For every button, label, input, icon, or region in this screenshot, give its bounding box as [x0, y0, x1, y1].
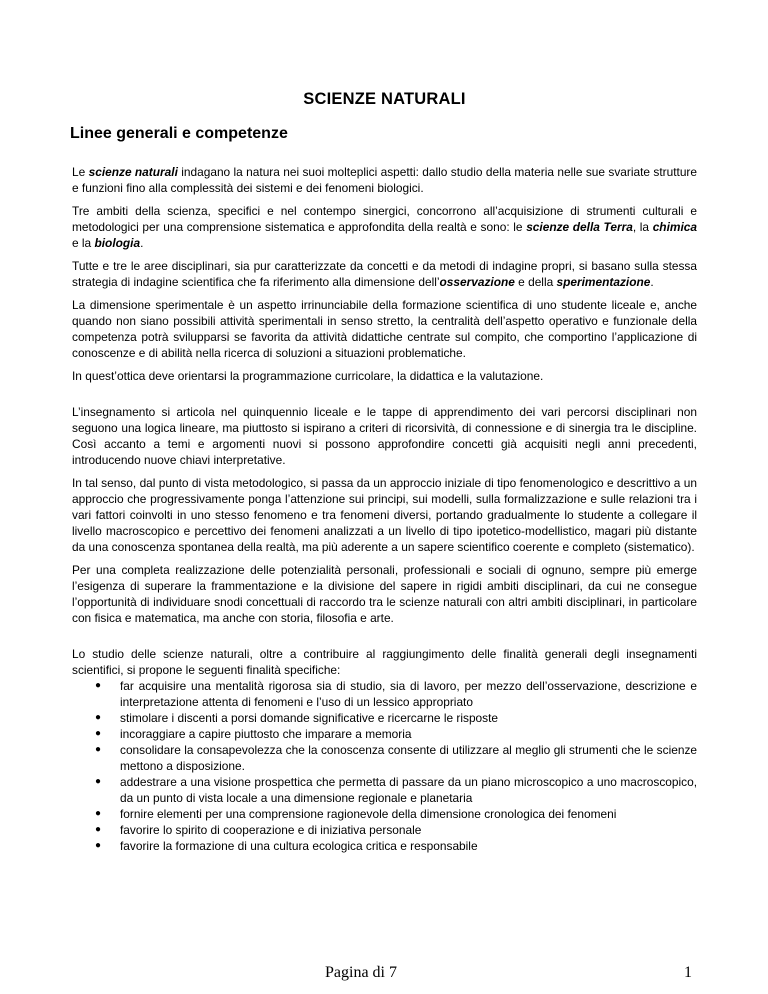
emphasis-term: scienze naturali: [88, 165, 178, 179]
paragraph-metodologia: In tal senso, dal punto di vista metodologico, si passa da un approccio iniziale di tipo fenomenologico e descrittivo a un approccio che progressivamente ponga l’attenzione sui principi, sui modelli, sulla formalizzazione e sulle relazioni tra i vari fattori coinvolti in uno stesso fenomeno e tra fenomeni diversi, portando gradualmente lo studente a collegare il livello macroscopico e percettivo dei fenomeni analizzati a un livello di tipo ipotetico-modellistico, magari più distante da una conoscenza spontanea della realtà, ma più aderente a un sapere scientifico coerente e completo (sistematico).: [72, 476, 697, 554]
page-label: Pagina di 7: [325, 964, 397, 981]
emphasis-term: chimica: [652, 220, 697, 234]
list-item: ● incoraggiare a capire piuttosto che imparare a memoria: [95, 727, 412, 741]
paragraph-sperimentale: La dimensione sperimentale è un aspetto irrinunciabile della formazione scientifica di uno studente liceale e, anche quando non siano possibili attività sperimentali in senso stretto, la centralità dell’aspetto operativo e funzionale della competenza potrà svilupparsi se favorita da attività didattiche centrate sul compito, che comportino l’applicazione di conoscenze e di abilità nella ricerca di soluzioni a situazioni problematiche.: [72, 298, 697, 360]
bullet-icon: ●: [95, 728, 102, 739]
paragraph-finalita: Lo studio delle scienze naturali, oltre a contribuire al raggiungimento delle finalità generali degli insegnamenti scientifici, si propone le seguenti finalità specifiche:: [72, 647, 697, 677]
bullet-icon: ●: [95, 712, 102, 723]
paragraph-ottica: In quest’ottica deve orientarsi la programmazione curricolare, la didattica e la valutazione.: [72, 369, 544, 383]
emphasis-term: scienze della Terra: [526, 220, 633, 234]
list-item: ● favorire lo spirito di cooperazione e di iniziativa personale: [95, 823, 422, 837]
list-item: ● addestrare a una visione prospettica che permetta di passare da un piano microscopico a uno macroscopico, da un punto di vista locale a una dimensione regionale e planetaria: [95, 775, 697, 805]
list-item: ● favorire la formazione di una cultura ecologica critica e responsabile: [95, 839, 478, 853]
list-item: ● far acquisire una mentalità rigorosa sia di studio, sia di lavoro, per mezzo dell’osservazione, descrizione e interpretazione attenta di fenomeni e l’uso di un lessico appropriato: [95, 679, 697, 709]
bullet-icon: ●: [95, 808, 102, 819]
emphasis-term: biologia: [94, 236, 141, 250]
bullet-icon: ●: [95, 680, 102, 691]
page-title: SCIENZE NATURALI: [303, 90, 466, 108]
document-body: [72, 164, 697, 854]
list-item: ● fornire elementi per una comprensione ragionevole della dimensione cronologica dei fenomeni: [95, 807, 617, 821]
paragraph-intro: Le scienze naturali indagano la natura nei suoi molteplici aspetti: dallo studio della materia nelle sue svariate strutture e funzioni fino alla complessità dei sistemi e dei fenomeni biologici.: [72, 165, 697, 195]
paragraph-potenzialita: Per una completa realizzazione delle potenzialità personali, professionali e sociali di ognuno, sempre più emerge l’esigenza di superare la frammentazione e la divisione del sapere in rigidi ambiti disciplinari, da cui ne consegue l’opportunità di individuare snodi concettuali di raccordo tra le scienze naturali con altri ambiti disciplinari, in particolare con fisica e matematica, ma anche con storia, filosofia e arte.: [72, 563, 697, 625]
bullet-icon: ●: [95, 824, 102, 835]
list-item: ● stimolare i discenti a porsi domande significative e ricercarne le risposte: [95, 711, 499, 725]
bullet-icon: ●: [95, 776, 102, 787]
page-number: 1: [684, 964, 692, 981]
bullet-icon: ●: [95, 744, 102, 755]
emphasis-term: osservazione: [439, 275, 515, 289]
list-item: ● consolidare la consapevolezza che la conoscenza consente di utilizzare al meglio gli strumenti che le scienze mettono a disposizione.: [95, 743, 697, 773]
paragraph-aree: Tutte e tre le aree disciplinari, sia pur caratterizzate da concetti e da metodi di indagine propri, si basano sulla stessa strategia di indagine scientifica che fa riferimento alla dimensione dell’osservazione e della sperimentazione.: [72, 259, 697, 289]
finalita-list: [72, 678, 697, 854]
paragraph-insegnamento: L’insegnamento si articola nel quinquennio liceale e le tappe di apprendimento dei vari percorsi disciplinari non seguono una logica lineare, ma piuttosto si ispirano a criteri di ricorsività, di connessione e di sinergia tra le discipline. Così accanto a temi e argomenti nuovi si possono approfondire concetti già acquisiti negli anni precedenti, introducendo nuove chiavi interpretative.: [72, 405, 697, 467]
section-heading: Linee generali e competenze: [70, 125, 288, 142]
bullet-icon: ●: [95, 840, 102, 851]
emphasis-term: sperimentazione: [556, 275, 651, 289]
paragraph-ambiti: Tre ambiti della scienza, specifici e nel contempo sinergici, concorrono all’acquisizione di strumenti culturali e metodologici per una comprensione sistematica e approfondita della realtà e sono: le scienze della Terra, la chimica e la biologia.: [72, 204, 697, 250]
